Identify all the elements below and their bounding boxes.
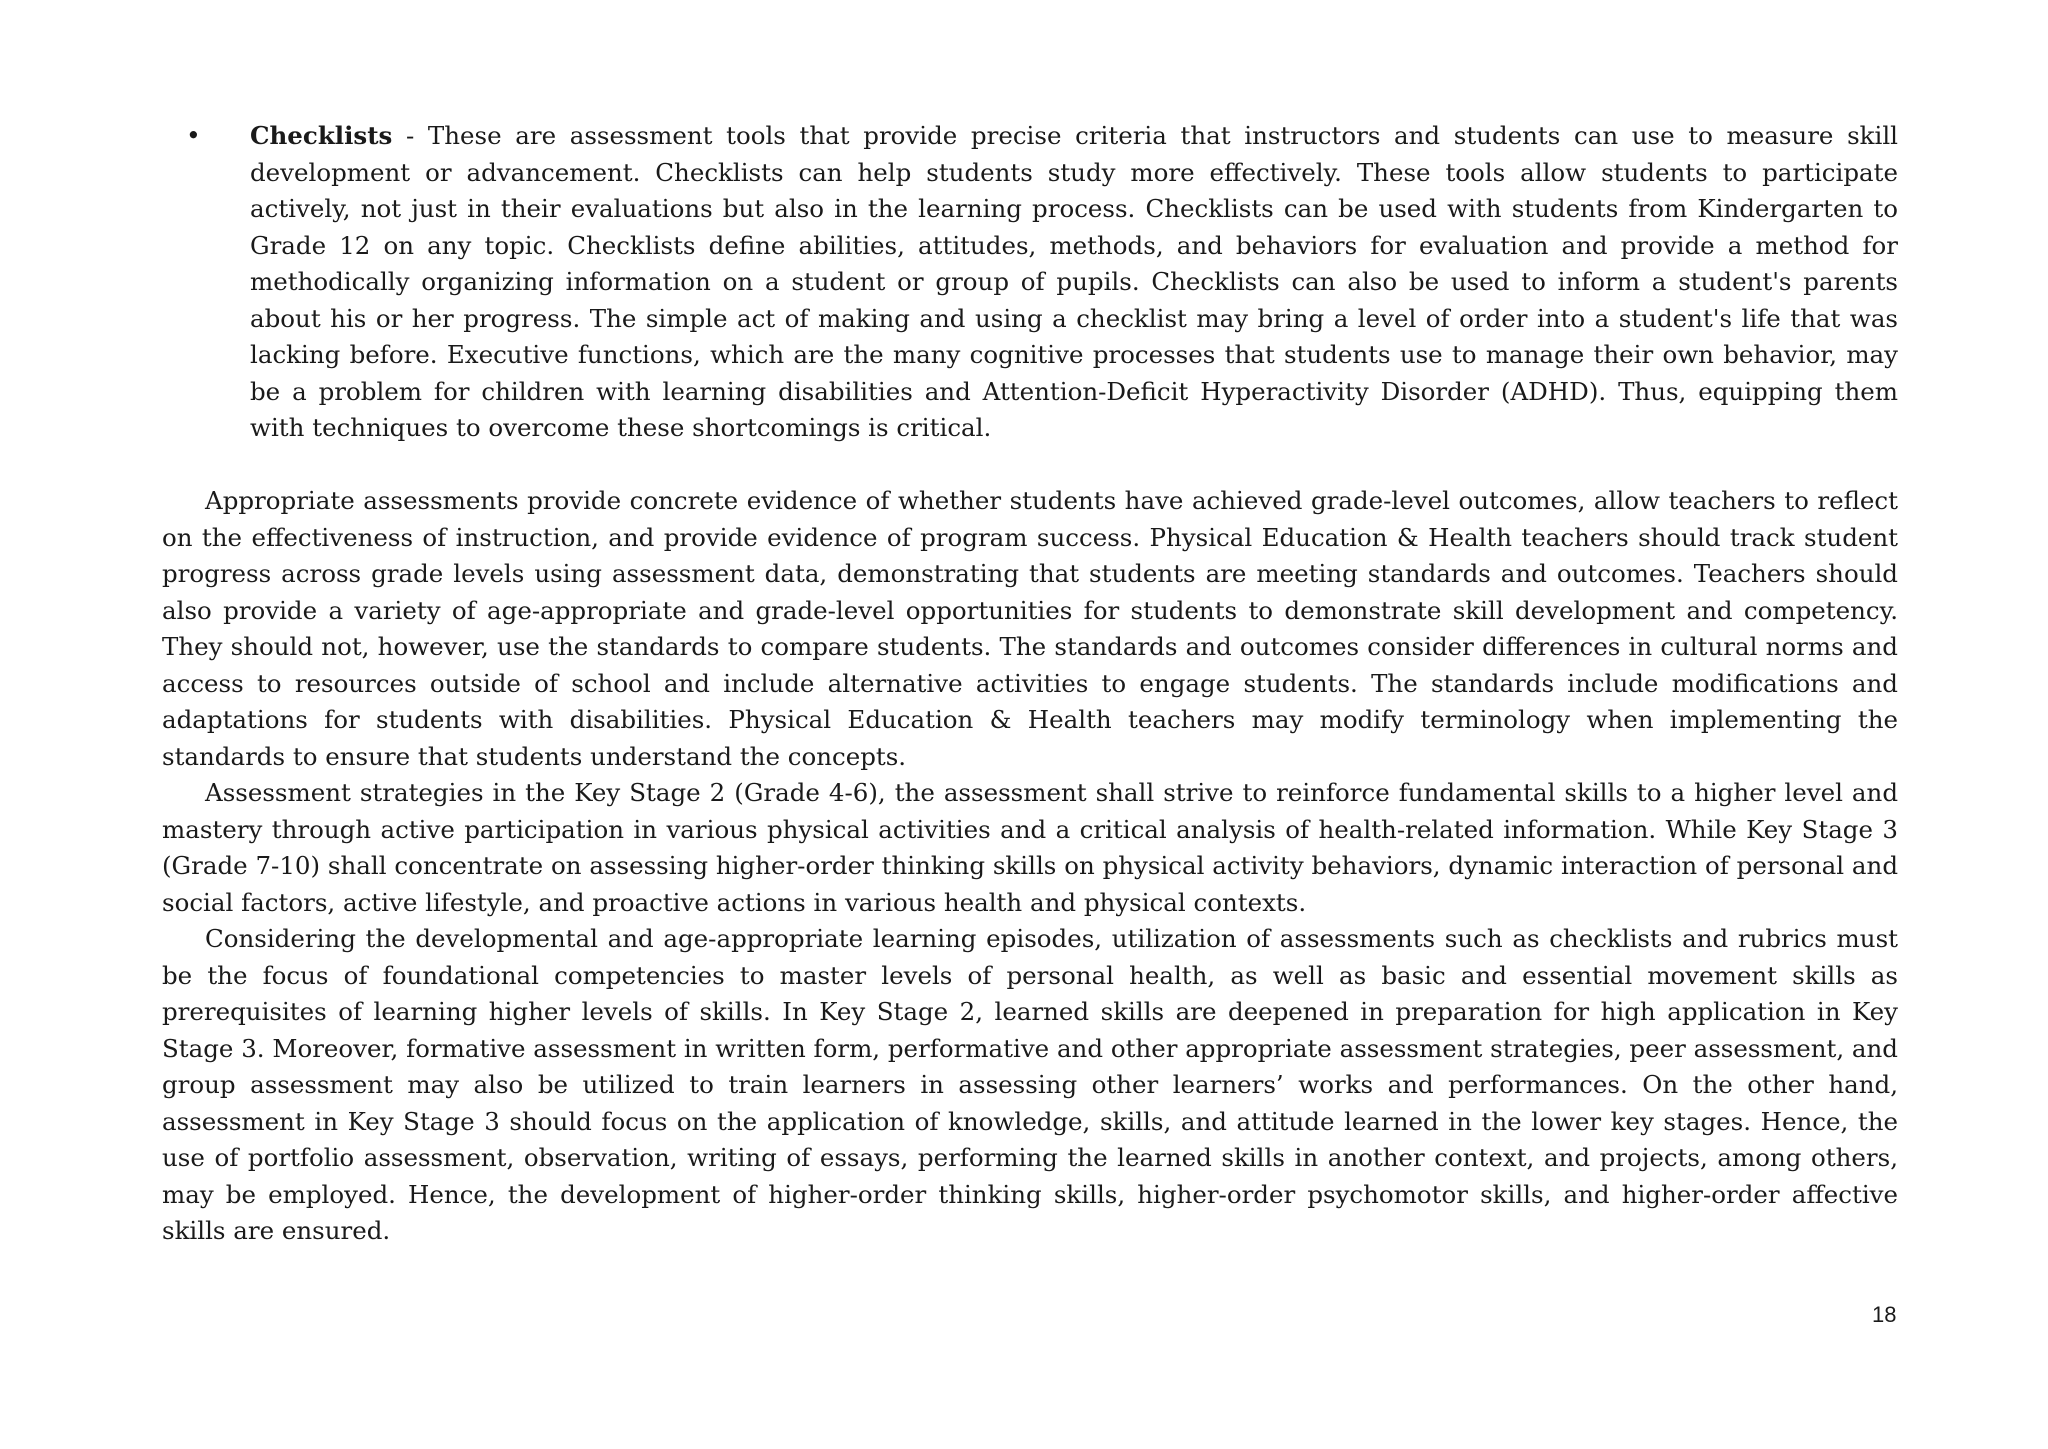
paragraph-developmental-learning: Considering the developmental and age-appropriate learning episodes, utilization of assessments such as checklists and rubrics must be the focus of foundational competencies to master levels of personal health, as well as basic and essential movement skills as prerequisites of learning higher levels of skills. In Key Stage 2, learned skills are deepened in preparation for high application in Key Stage 3. Moreover, formative assessment in written form, performative and other appropriate assessment strategies, peer assessment, and group assessment may also be utilized to train learners in assessing other learners’ works and performances. On the other hand, assessment in Key Stage 3 should focus on the application of knowledge, skills, and attitude learned in the lower key stages. Hence, the use of portfolio assessment, observation, writing of essays, performing the learned skills in another context, and projects, among others, may be employed. Hence, the development of higher-order thinking skills, higher-order psychomotor skills, and higher-order affective skills are ensured.	[162, 924, 1898, 1245]
paragraph-assessments: Appropriate assessments provide concrete evidence of whether students have achieved grade-level outcomes, allow teachers to reflect on the effectiveness of instruction, and provide evidence of program success. Physical Education & Health teachers should track student progress across grade levels using assessment data, demonstrating that students are meeting standards and outcomes. Teachers should also provide a variety of age-appropriate and grade-level opportunities for students to demonstrate skill development and competency. They should not, however, use the standards to compare students. The standards and outcomes consider differences in cultural norms and access to resources outside of school and include alternative activities to engage students. The standards include modifications and adaptations for students with disabilities. Physical Education & Health teachers may modify terminology when implementing the standards to ensure that students understand the concepts.	[162, 486, 1898, 771]
bullet-marker: •	[186, 121, 201, 150]
checklists-bullet-item	[186, 118, 1898, 447]
bullet-paragraph	[250, 118, 1898, 447]
bullet-term: Checklists	[250, 121, 393, 150]
page-number: 18	[1872, 1302, 1897, 1327]
paragraph-assessment-strategies: Assessment strategies in the Key Stage 2 (Grade 4-6), the assessment shall strive to reinforce fundamental skills to a higher level and mastery through active participation in various physical activities and a critical analysis of health-related information. While Key Stage 3 (Grade 7-10) shall concentrate on assessing higher-order thinking skills on physical activity behaviors, dynamic interaction of personal and social factors, active lifestyle, and proactive actions in various health and physical contexts.	[162, 778, 1898, 917]
body-text	[162, 483, 1898, 1250]
bullet-description: - These are assessment tools that provide precise criteria that instructors and students can use to measure skill development or advancement. Checklists can help students study more effectively. These tools allow students to participate actively, not just in their evaluations but also in the learning process. Checklists can be used with students from Kindergarten to Grade 12 on any topic. Checklists define abilities, attitudes, methods, and behaviors for evaluation and provide a method for methodically organizing information on a student or group of pupils. Checklists can also be used to inform a student's parents about his or her progress. The simple act of making and using a checklist may bring a level of order into a student's life that was lacking before. Executive functions, which are the many cognitive processes that students use to manage their own behavior, may be a problem for children with learning disabilities and Attention-Deficit Hyperactivity Disorder (ADHD). Thus, equipping them with techniques to overcome these shortcomings is critical.	[250, 121, 1898, 442]
